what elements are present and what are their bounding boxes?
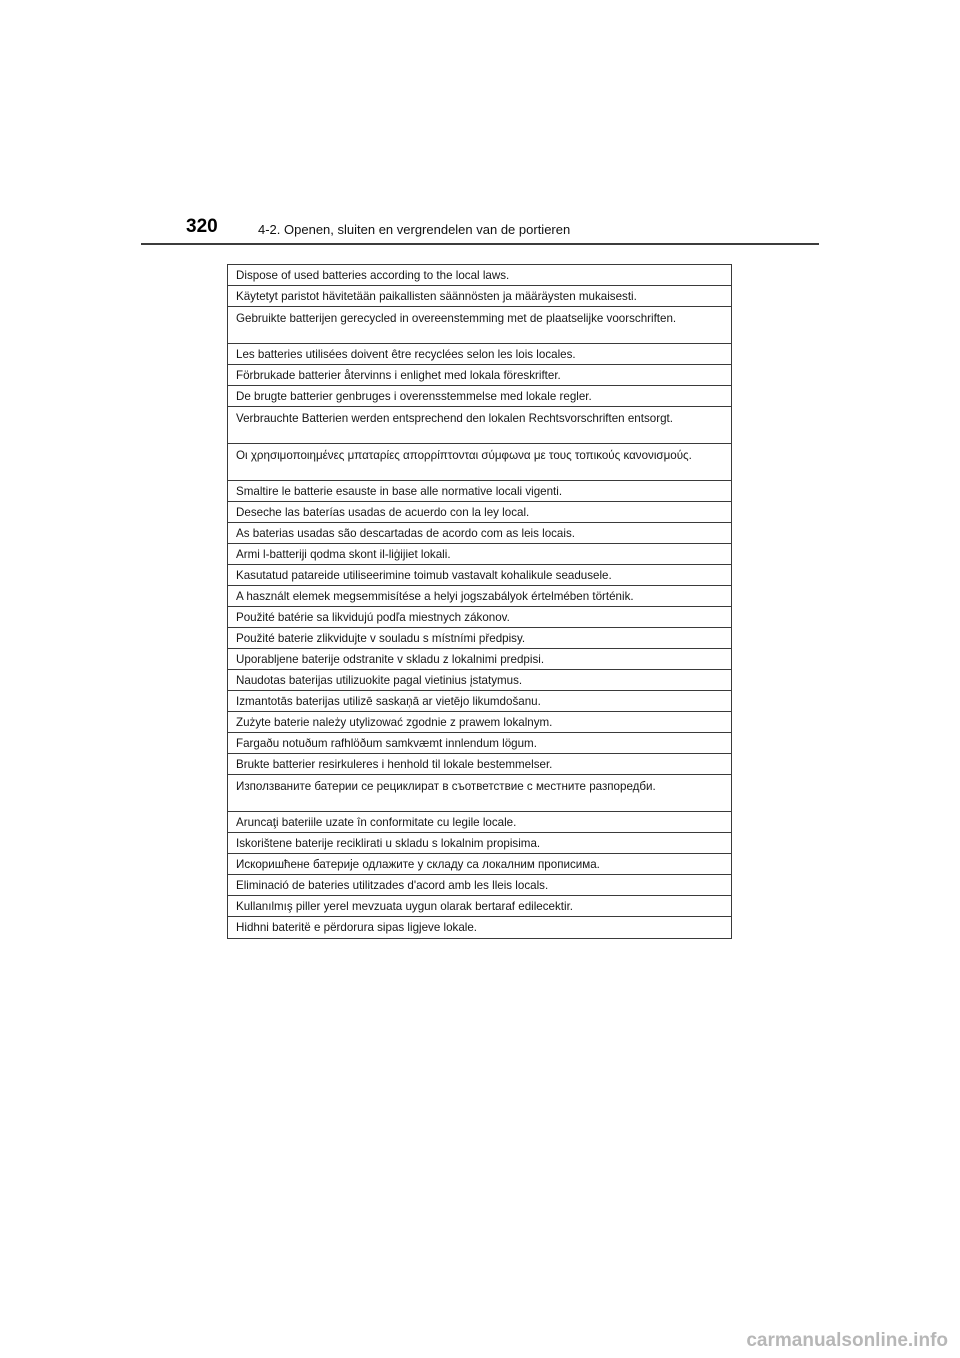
table-row: Použité baterie zlikvidujte v souladu s místními předpisy. xyxy=(228,628,731,649)
table-row: Deseche las baterías usadas de acuerdo con la ley local. xyxy=(228,502,731,523)
table-row: Izmantotās baterijas utilizē saskaņā ar vietējo likumdošanu. xyxy=(228,691,731,712)
page-number: 320 xyxy=(186,216,218,237)
table-row: Smaltire le batterie esauste in base alle normative locali vigenti. xyxy=(228,481,731,502)
table-row: De brugte batterier genbruges i overensstemmelse med lokale regler. xyxy=(228,386,731,407)
table-row: Dispose of used batteries according to the local laws. xyxy=(228,265,731,286)
table-row: Verbrauchte Batterien werden entsprechend den lokalen Rechtsvorschriften entsorgt. xyxy=(228,407,731,444)
table-row: As baterias usadas são descartadas de acordo com as leis locais. xyxy=(228,523,731,544)
table-row: A használt elemek megsemmisítése a helyi jogszabályok értelmében történik. xyxy=(228,586,731,607)
table-row: Zużyte baterie należy utylizować zgodnie z prawem lokalnym. xyxy=(228,712,731,733)
table-row: Οι χρησιμοποιημένες μπαταρίες απορρίπτονται σύμφωνα με τους τοπικούς κανονισμούς. xyxy=(228,444,731,481)
table-row: Käytetyt paristot hävitetään paikallisten säännösten ja määräysten mukaisesti. xyxy=(228,286,731,307)
table-row: Eliminació de bateries utilitzades d'acord amb les lleis locals. xyxy=(228,875,731,896)
table-row: Iskorištene baterije reciklirati u skladu s lokalnim propisima. xyxy=(228,833,731,854)
table-row: Les batteries utilisées doivent être recyclées selon les lois locales. xyxy=(228,344,731,365)
table-row: Brukte batterier resirkuleres i henhold til lokale bestemmelser. xyxy=(228,754,731,775)
table-row: Gebruikte batterijen gerecycled in overeenstemming met de plaatselijke voorschriften. xyxy=(228,307,731,344)
table-row: Uporabljene baterije odstranite v skladu z lokalnimi predpisi. xyxy=(228,649,731,670)
table-row: Použité batérie sa likvidujú podľa miestnych zákonov. xyxy=(228,607,731,628)
watermark: carmanualsonline.info xyxy=(746,1330,948,1351)
table-row: Förbrukade batterier återvinns i enlighet med lokala föreskrifter. xyxy=(228,365,731,386)
table-row: Naudotas baterijas utilizuokite pagal vietinius įstatymus. xyxy=(228,670,731,691)
table-row: Fargaðu notuðum rafhlöðum samkvæmt innlendum lögum. xyxy=(228,733,731,754)
table-row: Armi l-batteriji qodma skont il-liġijiet lokali. xyxy=(228,544,731,565)
battery-disposal-table xyxy=(227,264,732,939)
section-title: 4-2. Openen, sluiten en vergrendelen van de portieren xyxy=(258,222,571,237)
table-row: Hidhni bateritë e përdorura sipas ligjeve lokale. xyxy=(236,921,478,934)
table-row: Използваните батерии се рециклират в съответствие с местните разпоредби. xyxy=(228,775,731,812)
table-row: Искоришћене батерије одлажите у складу са локалним прописима. xyxy=(228,854,731,875)
header-divider xyxy=(141,243,819,245)
table-row: Kullanılmış piller yerel mevzuata uygun olarak bertaraf edilecektir. xyxy=(228,896,731,917)
table-row: Aruncaţi bateriile uzate în conformitate cu legile locale. xyxy=(228,812,731,833)
table-row: Kasutatud patareide utiliseerimine toimub vastavalt kohalikule seadusele. xyxy=(228,565,731,586)
